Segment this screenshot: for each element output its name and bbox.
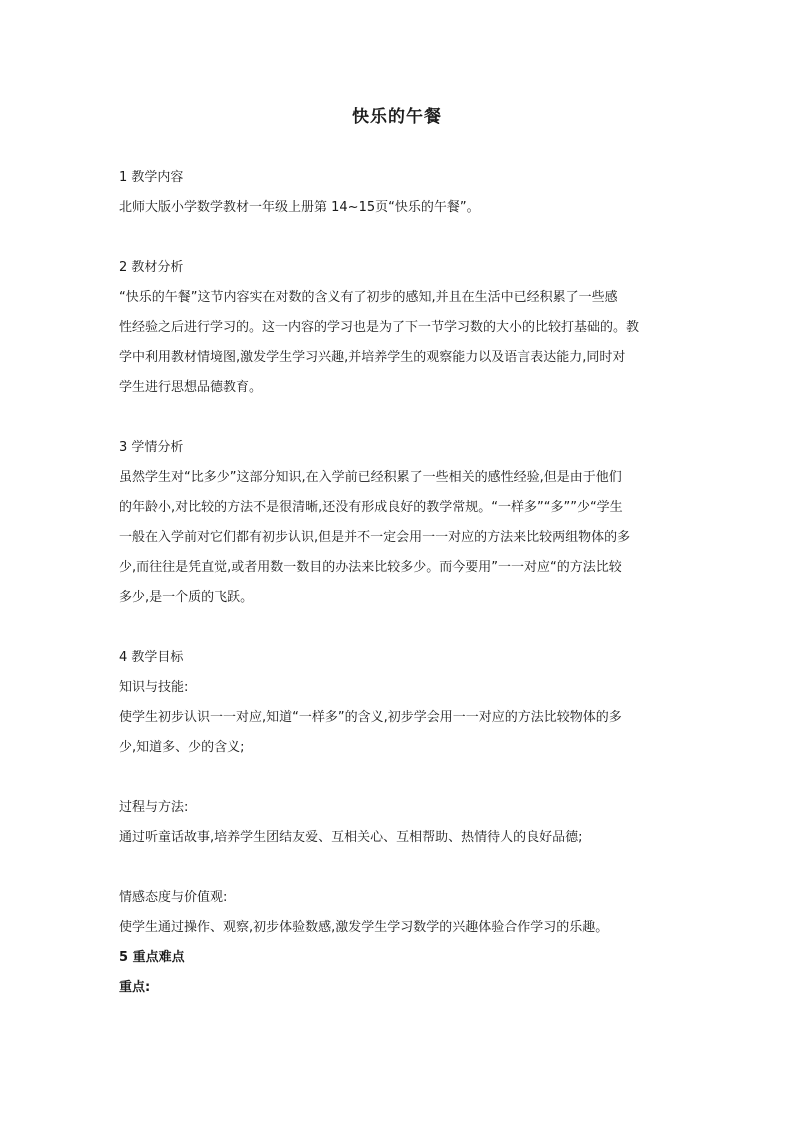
spacer	[119, 403, 679, 433]
subheading-key-point: 重点:	[119, 980, 151, 995]
paragraph-line: “快乐的午餐”这节内容实在对数的含义有了初步的感知,并且在生活中已经积累了一些感	[119, 290, 618, 305]
paragraph-line: 学生进行思想品德教育。	[119, 380, 263, 395]
paragraph-line: 性经验之后进行学习的。这一内容的学习也是为了下一节学习数的大小的比较打基础的。教	[119, 320, 640, 335]
paragraph-line: 使学生初步认识一一对应,知道“一样多”的含义,初步学会用一一对应的方法比较物体的多	[119, 710, 622, 725]
document-body	[119, 163, 679, 1003]
subheading-knowledge-skills: 知识与技能:	[119, 680, 189, 695]
paragraph-line: 学中利用教材情境图,激发学生学习兴趣,并培养学生的观察能力以及语言表达能力,同时对	[119, 350, 626, 365]
paragraph-line: 的年龄小,对比较的方法不是很清晰,还没有形成良好的教学常规。“一样多”“多””少“学生	[119, 500, 623, 515]
section-heading-teaching-goals: 4 教学目标	[119, 650, 184, 665]
paragraph-line: 使学生通过操作、观察,初步体验数感,激发学生学习数学的兴趣体验合作学习的乐趣。	[119, 920, 609, 935]
section-heading-key-difficulties: 5 重点难点	[119, 950, 185, 965]
spacer	[119, 763, 679, 793]
paragraph-line: 一般在入学前对它们都有初步认识,但是并不一定会用一一对应的方法来比较两组物体的多	[119, 530, 631, 545]
paragraph-line: 少,知道多、少的含义;	[119, 740, 245, 755]
paragraph-line: 虽然学生对“比多少”这部分知识,在入学前已经积累了一些相关的感性经验,但是由于他们	[119, 470, 622, 485]
spacer	[119, 613, 679, 643]
document-title: 快乐的午餐	[352, 107, 442, 127]
spacer	[119, 853, 679, 883]
spacer	[119, 223, 679, 253]
subheading-process-method: 过程与方法:	[119, 800, 189, 815]
paragraph-line: 多少,是一个质的飞跃。	[119, 590, 254, 605]
section-heading-teaching-content: 1 教学内容	[119, 170, 184, 185]
paragraph-line: 通过听童话故事,培养学生团结友爱、互相关心、互相帮助、热情待人的良好品德;	[119, 830, 583, 845]
subheading-emotion-values: 情感态度与价值观:	[119, 890, 228, 905]
section-heading-material-analysis: 2 教材分析	[119, 260, 184, 275]
paragraph-line: 少,而往往是凭直觉,或者用数一数目的办法来比较多少。而今要用”一一对应“的方法比较	[119, 560, 622, 575]
paragraph-line: 北师大版小学数学教材一年级上册第 14~15页“快乐的午餐”。	[119, 200, 480, 215]
section-heading-learner-analysis: 3 学情分析	[119, 440, 184, 455]
